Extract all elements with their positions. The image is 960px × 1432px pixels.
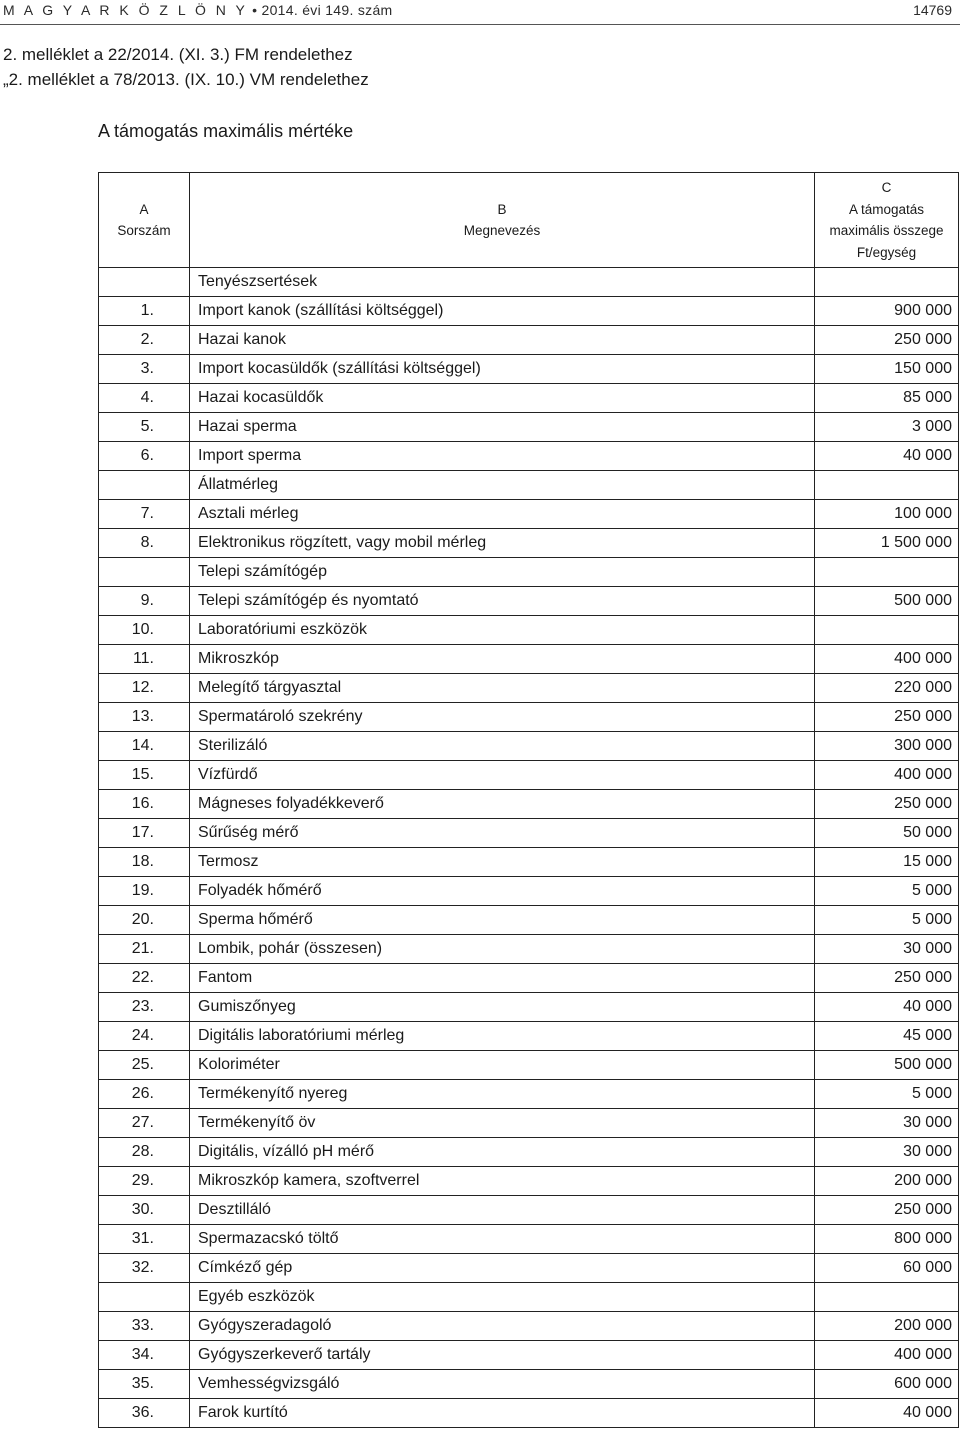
table-row bbox=[99, 935, 959, 964]
table-row bbox=[99, 384, 959, 413]
row-amount: 45 000 bbox=[815, 1022, 959, 1051]
row-amount: 1 500 000 bbox=[815, 529, 959, 558]
header-col-c bbox=[815, 173, 959, 268]
section-title: Állatmérleg bbox=[190, 471, 815, 500]
section-title: Telepi számítógép bbox=[190, 558, 815, 587]
row-amount: 400 000 bbox=[815, 1341, 959, 1370]
row-number: 13. bbox=[99, 703, 190, 732]
row-amount: 5 000 bbox=[815, 906, 959, 935]
header-left bbox=[3, 2, 393, 18]
row-number: 28. bbox=[99, 1138, 190, 1167]
row-amount: 50 000 bbox=[815, 819, 959, 848]
annex-line-2: „2. melléklet a 78/2013. (IX. 10.) VM rendelethez bbox=[3, 70, 369, 89]
row-amount: 15 000 bbox=[815, 848, 959, 877]
row-amount: 500 000 bbox=[815, 1051, 959, 1080]
row-amount: 5 000 bbox=[815, 877, 959, 906]
table-row bbox=[99, 703, 959, 732]
row-name: Import kocasüldők (szállítási költséggel) bbox=[190, 355, 815, 384]
row-number: 2. bbox=[99, 326, 190, 355]
row-amount: 250 000 bbox=[815, 790, 959, 819]
row-number: 12. bbox=[99, 674, 190, 703]
row-name: Asztali mérleg bbox=[190, 500, 815, 529]
row-number: 22. bbox=[99, 964, 190, 993]
row-amount: 200 000 bbox=[815, 1312, 959, 1341]
table-row bbox=[99, 355, 959, 384]
col-a-label: Sorszám bbox=[117, 223, 171, 238]
table-row bbox=[99, 1080, 959, 1109]
row-name: Sűrűség mérő bbox=[190, 819, 815, 848]
row-amount: 250 000 bbox=[815, 1196, 959, 1225]
row-amount: 40 000 bbox=[815, 442, 959, 471]
row-amount: 3 000 bbox=[815, 413, 959, 442]
header-col-a bbox=[99, 173, 190, 268]
section-num-cell bbox=[99, 268, 190, 297]
section-title: Tenyészsertések bbox=[190, 268, 815, 297]
row-amount: 600 000 bbox=[815, 1370, 959, 1399]
table-row bbox=[99, 1167, 959, 1196]
col-a-letter: A bbox=[139, 201, 149, 217]
row-name: Import kanok (szállítási költséggel) bbox=[190, 297, 815, 326]
row-number: 25. bbox=[99, 1051, 190, 1080]
row-amount: 5 000 bbox=[815, 1080, 959, 1109]
row-name: Import sperma bbox=[190, 442, 815, 471]
col-c-label-2: maximális összege bbox=[829, 223, 944, 238]
row-amount: 30 000 bbox=[815, 1138, 959, 1167]
row-amount: 500 000 bbox=[815, 587, 959, 616]
row-number: 34. bbox=[99, 1341, 190, 1370]
table-row bbox=[99, 1225, 959, 1254]
table-row bbox=[99, 993, 959, 1022]
table-row bbox=[99, 1399, 959, 1428]
row-number: 11. bbox=[99, 645, 190, 674]
section-row bbox=[99, 558, 959, 587]
row-number: 15. bbox=[99, 761, 190, 790]
row-number: 8. bbox=[99, 529, 190, 558]
row-number: 1. bbox=[99, 297, 190, 326]
col-c-letter: C bbox=[881, 180, 892, 195]
section-row bbox=[99, 471, 959, 500]
row-name: Mikroszkóp bbox=[190, 645, 815, 674]
row-name: Termosz bbox=[190, 848, 815, 877]
table-row bbox=[99, 877, 959, 906]
row-number: 19. bbox=[99, 877, 190, 906]
row-number: 16. bbox=[99, 790, 190, 819]
col-b-letter: B bbox=[497, 201, 507, 217]
row-amount: 200 000 bbox=[815, 1167, 959, 1196]
row-amount: 85 000 bbox=[815, 384, 959, 413]
row-number: 31. bbox=[99, 1225, 190, 1254]
table-row bbox=[99, 1370, 959, 1399]
row-name: Címkéző gép bbox=[190, 1254, 815, 1283]
col-c-label-1: A támogatás bbox=[848, 201, 925, 217]
row-amount bbox=[815, 616, 959, 645]
row-name: Gyógyszeradagoló bbox=[190, 1312, 815, 1341]
row-amount: 250 000 bbox=[815, 964, 959, 993]
table-row bbox=[99, 1138, 959, 1167]
annex-line-1: 2. melléklet a 22/2014. (XI. 3.) FM rendelethez bbox=[3, 45, 353, 64]
row-name: Termékenyítő öv bbox=[190, 1109, 815, 1138]
row-name: Spermatároló szekrény bbox=[190, 703, 815, 732]
row-name: Sterilizáló bbox=[190, 732, 815, 761]
page-number: 14769 bbox=[913, 2, 952, 18]
row-amount: 150 000 bbox=[815, 355, 959, 384]
row-number: 3. bbox=[99, 355, 190, 384]
col-b-label: Megnevezés bbox=[463, 223, 541, 238]
row-amount: 40 000 bbox=[815, 993, 959, 1022]
row-number: 35. bbox=[99, 1370, 190, 1399]
row-amount: 40 000 bbox=[815, 1399, 959, 1428]
table-row bbox=[99, 906, 959, 935]
table-header-row bbox=[99, 173, 959, 268]
row-number: 33. bbox=[99, 1312, 190, 1341]
row-number: 18. bbox=[99, 848, 190, 877]
table-body bbox=[99, 173, 959, 1428]
table-row bbox=[99, 848, 959, 877]
table-row bbox=[99, 529, 959, 558]
table-row bbox=[99, 326, 959, 355]
page-title: A támogatás maximális mértéke bbox=[98, 121, 354, 141]
section-row bbox=[99, 268, 959, 297]
row-number: 5. bbox=[99, 413, 190, 442]
row-number: 36. bbox=[99, 1399, 190, 1428]
row-name: Melegítő tárgyasztal bbox=[190, 674, 815, 703]
row-amount: 900 000 bbox=[815, 297, 959, 326]
row-name: Folyadék hőmérő bbox=[190, 877, 815, 906]
table-row bbox=[99, 616, 959, 645]
row-number: 29. bbox=[99, 1167, 190, 1196]
row-name: Vemhességvizsgáló bbox=[190, 1370, 815, 1399]
table-row bbox=[99, 761, 959, 790]
section-amount-cell bbox=[815, 1283, 959, 1312]
header-rule bbox=[0, 24, 960, 25]
table-row bbox=[99, 1022, 959, 1051]
row-name: Mikroszkóp kamera, szoftverrel bbox=[190, 1167, 815, 1196]
row-amount: 30 000 bbox=[815, 935, 959, 964]
row-number: 23. bbox=[99, 993, 190, 1022]
row-name: Digitális, vízálló pH mérő bbox=[190, 1138, 815, 1167]
row-name: Gumiszőnyeg bbox=[190, 993, 815, 1022]
row-amount: 30 000 bbox=[815, 1109, 959, 1138]
row-amount: 250 000 bbox=[815, 326, 959, 355]
row-number: 4. bbox=[99, 384, 190, 413]
row-name: Farok kurtító bbox=[190, 1399, 815, 1428]
table-row bbox=[99, 645, 959, 674]
magazine-name: M A G Y A R K Ö Z L Ö N Y bbox=[3, 2, 248, 18]
row-number: 20. bbox=[99, 906, 190, 935]
table-row bbox=[99, 587, 959, 616]
table-row bbox=[99, 1196, 959, 1225]
section-amount-cell bbox=[815, 471, 959, 500]
table-row bbox=[99, 1051, 959, 1080]
row-name: Termékenyítő nyereg bbox=[190, 1080, 815, 1109]
row-number: 6. bbox=[99, 442, 190, 471]
table-row bbox=[99, 674, 959, 703]
row-number: 24. bbox=[99, 1022, 190, 1051]
row-amount: 250 000 bbox=[815, 703, 959, 732]
section-num-cell bbox=[99, 471, 190, 500]
table-row bbox=[99, 1341, 959, 1370]
section-num-cell bbox=[99, 558, 190, 587]
table-row bbox=[99, 964, 959, 993]
row-amount: 400 000 bbox=[815, 645, 959, 674]
row-name: Gyógyszerkeverő tartály bbox=[190, 1341, 815, 1370]
row-name: Lombik, pohár (összesen) bbox=[190, 935, 815, 964]
header-col-b bbox=[190, 173, 815, 268]
row-name: Telepi számítógép és nyomtató bbox=[190, 587, 815, 616]
table-row bbox=[99, 1312, 959, 1341]
row-name: Elektronikus rögzített, vagy mobil mérleg bbox=[190, 529, 815, 558]
row-name: Spermazacskó töltő bbox=[190, 1225, 815, 1254]
row-name: Desztilláló bbox=[190, 1196, 815, 1225]
table-row bbox=[99, 297, 959, 326]
row-number: 7. bbox=[99, 500, 190, 529]
row-number: 10. bbox=[99, 616, 190, 645]
row-amount: 100 000 bbox=[815, 500, 959, 529]
row-name: Hazai kocasüldők bbox=[190, 384, 815, 413]
table-row bbox=[99, 1254, 959, 1283]
section-num-cell bbox=[99, 1283, 190, 1312]
row-name: Mágneses folyadékkeverő bbox=[190, 790, 815, 819]
row-name: Digitális laboratóriumi mérleg bbox=[190, 1022, 815, 1051]
row-number: 26. bbox=[99, 1080, 190, 1109]
row-name: Sperma hőmérő bbox=[190, 906, 815, 935]
running-header bbox=[0, 0, 960, 26]
row-name: Hazai kanok bbox=[190, 326, 815, 355]
row-name: Koloriméter bbox=[190, 1051, 815, 1080]
row-name: Hazai sperma bbox=[190, 413, 815, 442]
table-row bbox=[99, 732, 959, 761]
row-number: 30. bbox=[99, 1196, 190, 1225]
row-name: Laboratóriumi eszközök bbox=[190, 616, 815, 645]
row-amount: 220 000 bbox=[815, 674, 959, 703]
row-name: Vízfürdő bbox=[190, 761, 815, 790]
table-row bbox=[99, 790, 959, 819]
col-c-label-3: Ft/egység bbox=[856, 244, 917, 260]
row-number: 32. bbox=[99, 1254, 190, 1283]
row-number: 17. bbox=[99, 819, 190, 848]
table-row bbox=[99, 819, 959, 848]
table-row bbox=[99, 442, 959, 471]
row-number: 27. bbox=[99, 1109, 190, 1138]
table-row bbox=[99, 1109, 959, 1138]
section-row bbox=[99, 1283, 959, 1312]
support-table bbox=[98, 172, 959, 1428]
section-amount-cell bbox=[815, 268, 959, 297]
row-amount: 60 000 bbox=[815, 1254, 959, 1283]
section-title: Egyéb eszközök bbox=[190, 1283, 815, 1312]
header-bullet: • bbox=[252, 2, 258, 18]
row-number: 14. bbox=[99, 732, 190, 761]
table-row bbox=[99, 413, 959, 442]
issue-label: 2014. évi 149. szám bbox=[261, 2, 393, 18]
row-amount: 800 000 bbox=[815, 1225, 959, 1254]
row-amount: 400 000 bbox=[815, 761, 959, 790]
section-amount-cell bbox=[815, 558, 959, 587]
row-name: Fantom bbox=[190, 964, 815, 993]
row-amount: 300 000 bbox=[815, 732, 959, 761]
row-number: 9. bbox=[99, 587, 190, 616]
table-row bbox=[99, 500, 959, 529]
row-number: 21. bbox=[99, 935, 190, 964]
